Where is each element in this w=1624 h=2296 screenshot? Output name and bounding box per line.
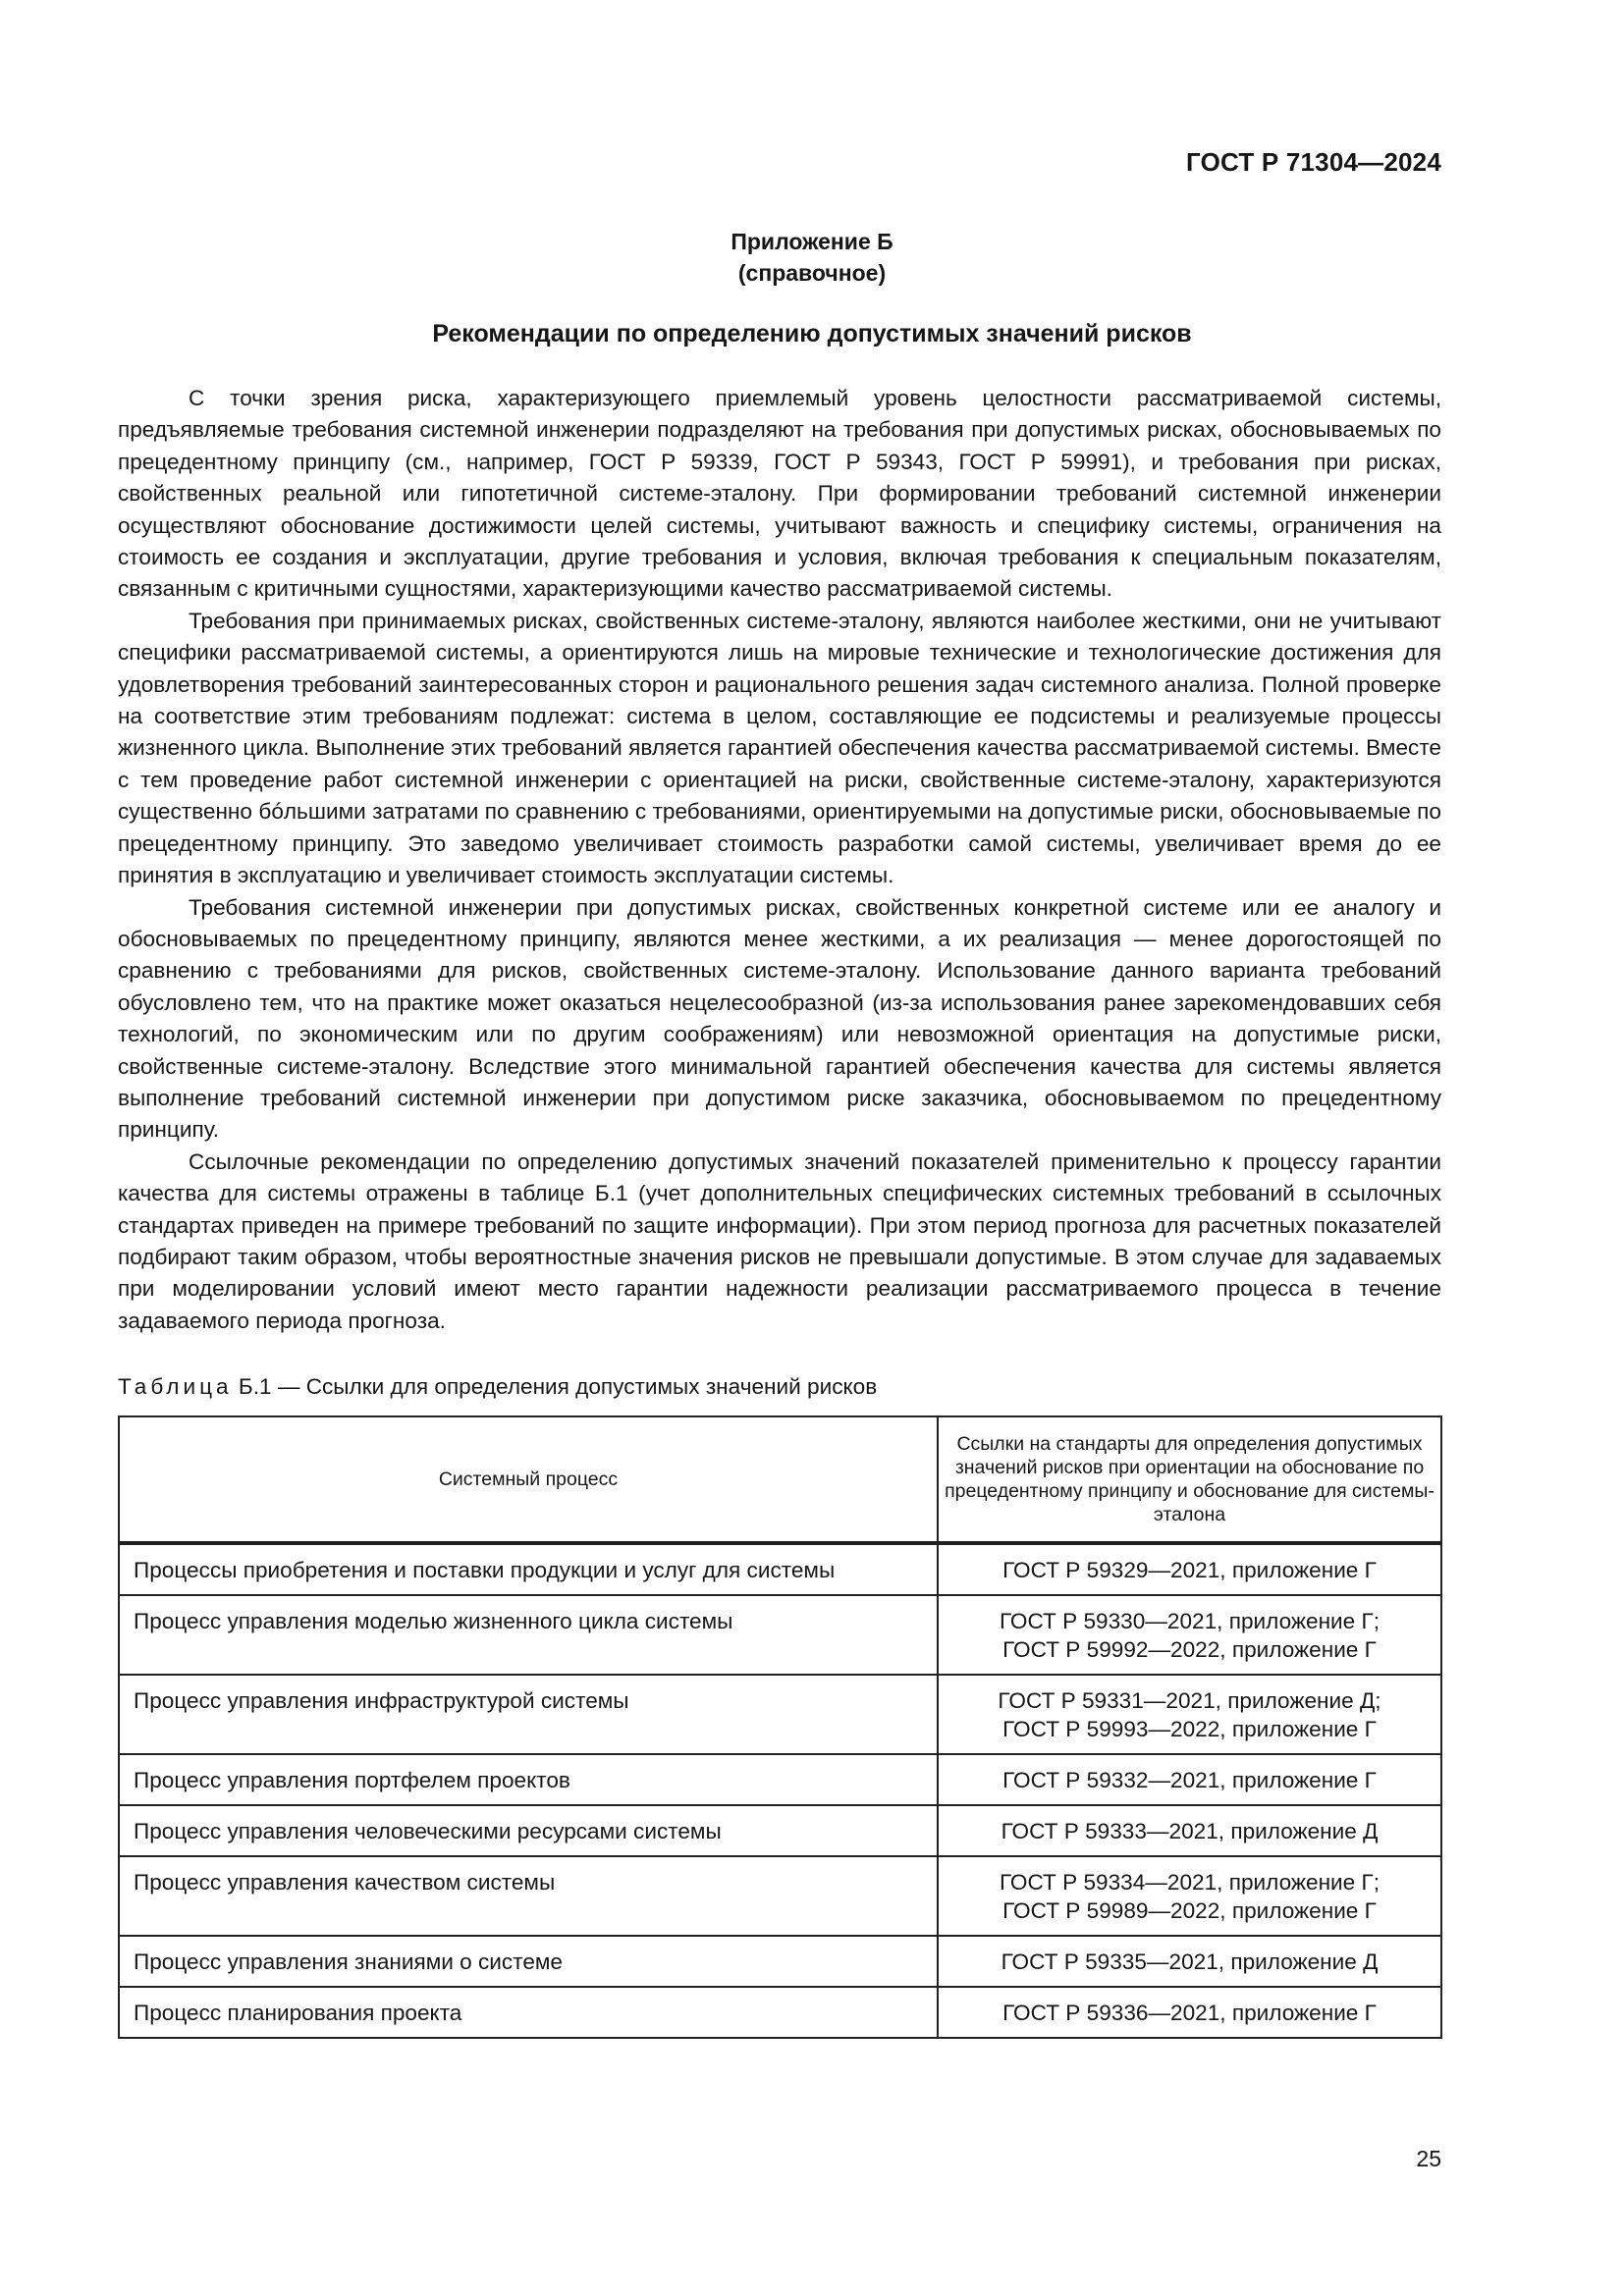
table-header-row (119, 1416, 1441, 1543)
document-code: ГОСТ Р 71304—2024 (1186, 147, 1441, 177)
appendix-title: Приложение Б (731, 229, 893, 254)
process-cell: Процесс управления знаниями о системе (119, 1936, 938, 1987)
section-title: Рекомендации по определению допустимых значений рисков (432, 320, 1192, 347)
table-row (119, 1856, 1441, 1936)
table-row (119, 1805, 1441, 1856)
paragraph: Требования при принимаемых рисках, свойственных системе-эталону, являются наиболее жесткими, они не учитывают специфики рассматриваемой системы, а ориентируются лишь на мировые технические и технологические достижения для удовлетворения требований заинтересованных сторон и рационального решения задач системного анализа. Полной проверке на соответствие этим требованиям подлежат: система в целом, составляющие ее подсистемы и реализуемые процессы жизненного цикла. Выполнение этих требований является гарантией обеспечения качества рассматриваемой системы. Вместе с тем проведение работ системной инженерии с ориентацией на риски, свойственные системе-эталону, характеризуются существенно бóльшими затратами по сравнению с требованиями, ориентируемыми на допустимые риски, обосновываемые по прецедентному принципу. Это заведомо увеличивает стоимость разработки самой системы, увеличивает время до ее принятия в эксплуатацию и увеличивает стоимость эксплуатации системы. (118, 608, 1441, 888)
reference-cell (938, 1543, 1441, 1595)
table-row (119, 1595, 1441, 1675)
reference-line: ГОСТ Р 59329—2021, приложение Г (1002, 1558, 1377, 1582)
header-process: Системный процесс (119, 1416, 938, 1543)
process-cell: Процесс управления портфелем проектов (119, 1754, 938, 1805)
paragraph: Ссылочные рекомендации по определению допустимых значений показателей применительно к процессу гарантии качества для системы отражены в таблице Б.1 (учет дополнительных специфических системных требований в ссылочных стандартах приведен на примере требований по защите информации). При этом период прогноза для расчетных показателей подбирают таким образом, чтобы вероятностные значения рисков не превышали допустимые. В этом случае для задаваемых при моделировании условий имеют место гарантии надежности реализации рассматриваемого процесса в течение задаваемого периода прогноза. (118, 1148, 1441, 1333)
reference-line: ГОСТ Р 59335—2021, приложение Д (1001, 1949, 1379, 1974)
process-cell: Процесс управления моделью жизненного цикла системы (119, 1595, 938, 1675)
process-cell: Процессы приобретения и поставки продукции и услуг для системы (119, 1543, 938, 1595)
reference-line: ГОСТ Р 59333—2021, приложение Д (1001, 1819, 1379, 1843)
table-row (119, 1754, 1441, 1805)
paragraph: Требования системной инженерии при допустимых рисках, свойственных конкретной системе или ее аналогу и обосновываемых по прецедентному принципу, являются менее жесткими, а их реализация — менее дорогостоящей по сравнению с требованиями для рисков, свойственных системе-эталону. Использование данного варианта требований обусловлено тем, что на практике может оказаться нецелесообразной (из-за использования ранее зарекомендовавших себя технологий, по экономическим или по другим соображениям) или невозможной ориентация на допустимые риски, свойственные системе-эталону. Вследствие этого минимальной гарантией обеспечения качества для системы является выполнение требований системной инженерии при допустимом риске заказчика, обосновываемом по прецедентному принципу. (118, 894, 1441, 1143)
header-references: Ссылки на стандарты для определения допустимых значений рисков при ориентации на обоснование по прецедентному принципу и обоснование для системы-эталона (938, 1416, 1441, 1543)
reference-line: ГОСТ Р 59331—2021, приложение Д; (998, 1688, 1381, 1713)
reference-cell (938, 1675, 1441, 1754)
appendix-heading (0, 226, 1624, 289)
reference-cell (938, 1595, 1441, 1675)
table-caption-label: Таблица (118, 1374, 233, 1399)
reference-line: ГОСТ Р 59330—2021, приложение Г; (999, 1609, 1380, 1633)
body-text (118, 383, 1441, 1337)
references-table (118, 1415, 1442, 2039)
reference-cell (938, 1856, 1441, 1936)
table-row (119, 1543, 1441, 1595)
table-row (119, 1936, 1441, 1987)
table-caption (118, 1374, 877, 1400)
reference-cell (938, 1805, 1441, 1856)
process-cell: Процесс управления человеческими ресурсами системы (119, 1805, 938, 1856)
reference-line: ГОСТ Р 59993—2022, приложение Г (1002, 1717, 1377, 1741)
reference-line: ГОСТ Р 59332—2021, приложение Г (1002, 1768, 1377, 1792)
reference-line: ГОСТ Р 59334—2021, приложение Г; (999, 1870, 1380, 1895)
process-cell: Процесс управления качеством системы (119, 1856, 938, 1936)
reference-cell (938, 1936, 1441, 1987)
reference-line: ГОСТ Р 59989—2022, приложение Г (1002, 1898, 1377, 1923)
reference-cell (938, 1754, 1441, 1805)
table-row (119, 1675, 1441, 1754)
reference-cell (938, 1987, 1441, 2038)
table-caption-text: Б.1 — Ссылки для определения допустимых значений рисков (232, 1374, 878, 1399)
process-cell: Процесс управления инфраструктурой системы (119, 1675, 938, 1754)
page-number: 25 (1416, 2146, 1441, 2171)
table-row (119, 1987, 1441, 2038)
process-cell: Процесс планирования проекта (119, 1987, 938, 2038)
reference-line: ГОСТ Р 59992—2022, приложение Г (1002, 1637, 1377, 1662)
appendix-subtitle: (справочное) (737, 260, 887, 286)
reference-line: ГОСТ Р 59336—2021, приложение Г (1002, 2001, 1377, 2025)
paragraph: С точки зрения риска, характеризующего приемлемый уровень целостности рассматриваемой системы, предъявляемые требования системной инженерии подразделяют на требования при допустимых рисках, обосновываемых по прецедентному принципу (см., например, ГОСТ Р 59339, ГОСТ Р 59343, ГОСТ Р 59991), и требования при рисках, свойственных реальной или гипотетичной системе-эталону. При формировании требований системной инженерии осуществляют обоснование достижимости целей системы, учитывают важность и специфику системы, ограничения на стоимость ее создания и эксплуатации, другие требования и условия, включая требования к специальным показателям, связанным с критичными сущностями, характеризующими качество рассматриваемой системы. (118, 386, 1441, 602)
